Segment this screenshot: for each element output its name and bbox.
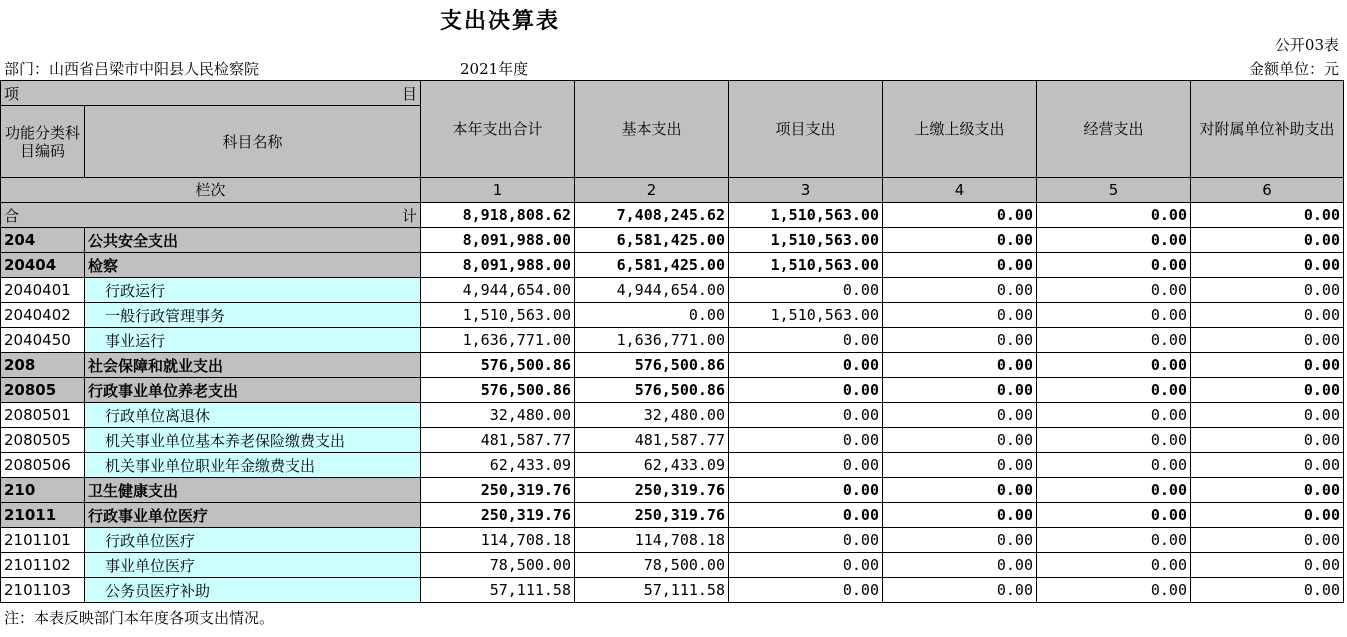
row-name: 行政单位离退休 xyxy=(85,403,421,428)
row-value: 32,480.00 xyxy=(575,403,729,428)
row-name: 检察 xyxy=(85,253,421,278)
form-number: 公开03表 xyxy=(1274,36,1339,54)
row-value: 0.00 xyxy=(883,228,1037,253)
table-row xyxy=(1,553,1344,578)
row-value: 0.00 xyxy=(1191,503,1344,528)
row-value: 0.00 xyxy=(1037,403,1191,428)
col-number-1: 1 xyxy=(421,178,575,203)
col-number-4: 4 xyxy=(883,178,1037,203)
row-value: 0.00 xyxy=(883,428,1037,453)
row-value: 250,319.76 xyxy=(421,503,575,528)
row-value: 0.00 xyxy=(729,428,883,453)
row-value: 1,510,563.00 xyxy=(729,228,883,253)
col-number-3: 3 xyxy=(729,178,883,203)
row-value: 0.00 xyxy=(1037,253,1191,278)
row-code: 208 xyxy=(1,353,85,378)
row-value: 576,500.86 xyxy=(575,353,729,378)
row-value: 0.00 xyxy=(1037,578,1191,603)
row-value: 0.00 xyxy=(1037,478,1191,503)
item-header xyxy=(1,81,421,106)
row-value: 32,480.00 xyxy=(421,403,575,428)
row-code: 2080501 xyxy=(1,403,85,428)
row-name: 公务员医疗补助 xyxy=(85,578,421,603)
row-value: 0.00 xyxy=(1037,228,1191,253)
row-value: 0.00 xyxy=(1191,253,1344,278)
table-row xyxy=(1,478,1344,503)
row-value: 0.00 xyxy=(729,553,883,578)
table-row xyxy=(1,328,1344,353)
row-value: 0.00 xyxy=(883,553,1037,578)
row-name: 行政事业单位医疗 xyxy=(85,503,421,528)
row-name: 行政运行 xyxy=(85,278,421,303)
row-value: 576,500.86 xyxy=(421,378,575,403)
table-row xyxy=(1,353,1344,378)
row-value: 1,636,771.00 xyxy=(421,328,575,353)
row-value: 0.00 xyxy=(1191,528,1344,553)
row-value: 6,581,425.00 xyxy=(575,228,729,253)
row-value: 8,091,988.00 xyxy=(421,253,575,278)
table-row xyxy=(1,228,1344,253)
row-value: 0.00 xyxy=(1037,378,1191,403)
row-value: 0.00 xyxy=(883,578,1037,603)
row-value: 0.00 xyxy=(883,353,1037,378)
row-value: 0.00 xyxy=(1037,303,1191,328)
code-column-header: 功能分类科目编码 xyxy=(1,106,85,178)
row-value: 114,708.18 xyxy=(575,528,729,553)
row-value: 0.00 xyxy=(1191,578,1344,603)
row-value: 481,587.77 xyxy=(575,428,729,453)
total-row xyxy=(1,203,1344,228)
row-value: 250,319.76 xyxy=(575,503,729,528)
row-value: 576,500.86 xyxy=(575,378,729,403)
col-header-6: 对附属单位补助支出 xyxy=(1191,81,1344,178)
row-value: 62,433.09 xyxy=(575,453,729,478)
row-name: 机关事业单位基本养老保险缴费支出 xyxy=(85,428,421,453)
row-value: 0.00 xyxy=(729,453,883,478)
table-note: 注：本表反映部门本年度各项支出情况。 xyxy=(4,609,275,627)
col-header-3: 项目支出 xyxy=(729,81,883,178)
row-name: 一般行政管理事务 xyxy=(85,303,421,328)
row-code: 21011 xyxy=(1,503,85,528)
row-value: 0.00 xyxy=(1037,553,1191,578)
table-row xyxy=(1,278,1344,303)
row-value: 0.00 xyxy=(1037,278,1191,303)
row-value: 250,319.76 xyxy=(421,478,575,503)
row-value: 0.00 xyxy=(729,528,883,553)
row-value: 0.00 xyxy=(1191,278,1344,303)
row-value: 0.00 xyxy=(1037,528,1191,553)
row-value: 0.00 xyxy=(1191,228,1344,253)
row-value: 4,944,654.00 xyxy=(421,278,575,303)
total-label-right: 计 xyxy=(401,206,417,225)
row-code: 20805 xyxy=(1,378,85,403)
row-code: 2101101 xyxy=(1,528,85,553)
table-row xyxy=(1,403,1344,428)
row-value: 0.00 xyxy=(1191,403,1344,428)
table-row xyxy=(1,453,1344,478)
row-value: 0.00 xyxy=(883,278,1037,303)
row-value: 0.00 xyxy=(729,503,883,528)
row-value: 78,500.00 xyxy=(575,553,729,578)
row-value: 0.00 xyxy=(1191,553,1344,578)
row-value: 0.00 xyxy=(729,403,883,428)
row-value: 0.00 xyxy=(1037,328,1191,353)
row-value: 0.00 xyxy=(1191,353,1344,378)
total-label xyxy=(1,203,421,228)
col-number-5: 5 xyxy=(1037,178,1191,203)
col-header-4: 上缴上级支出 xyxy=(883,81,1037,178)
row-value: 0.00 xyxy=(1037,503,1191,528)
row-value: 1,510,563.00 xyxy=(729,303,883,328)
row-value: 0.00 xyxy=(883,503,1037,528)
col-header-1: 本年支出合计 xyxy=(421,81,575,178)
row-value: 0.00 xyxy=(1191,478,1344,503)
col-number-6: 6 xyxy=(1191,178,1344,203)
row-code: 2040450 xyxy=(1,328,85,353)
row-value: 0.00 xyxy=(729,478,883,503)
row-name: 社会保障和就业支出 xyxy=(85,353,421,378)
col-header-5: 经营支出 xyxy=(1037,81,1191,178)
row-code: 210 xyxy=(1,478,85,503)
row-code: 2101102 xyxy=(1,553,85,578)
total-value: 0.00 xyxy=(1037,203,1191,228)
row-value: 0.00 xyxy=(883,403,1037,428)
fiscal-year: 2021年度 xyxy=(460,60,529,78)
report-title: 支出决算表 xyxy=(439,9,560,34)
row-value: 0.00 xyxy=(575,303,729,328)
row-value: 250,319.76 xyxy=(575,478,729,503)
row-value: 0.00 xyxy=(729,353,883,378)
row-value: 0.00 xyxy=(729,278,883,303)
row-value: 62,433.09 xyxy=(421,453,575,478)
row-name: 行政单位医疗 xyxy=(85,528,421,553)
row-value: 481,587.77 xyxy=(421,428,575,453)
row-value: 0.00 xyxy=(883,253,1037,278)
row-value: 0.00 xyxy=(1037,453,1191,478)
row-value: 0.00 xyxy=(1191,328,1344,353)
row-value: 1,636,771.00 xyxy=(575,328,729,353)
total-value: 0.00 xyxy=(1191,203,1344,228)
table-row xyxy=(1,253,1344,278)
row-code: 2080505 xyxy=(1,428,85,453)
department-label: 部门：山西省吕梁市中阳县人民检察院 xyxy=(4,60,260,78)
row-value: 114,708.18 xyxy=(421,528,575,553)
row-code: 2040401 xyxy=(1,278,85,303)
row-value: 0.00 xyxy=(1191,453,1344,478)
row-code: 2040402 xyxy=(1,303,85,328)
row-value: 6,581,425.00 xyxy=(575,253,729,278)
row-value: 0.00 xyxy=(1037,353,1191,378)
row-name: 公共安全支出 xyxy=(85,228,421,253)
row-value: 0.00 xyxy=(1191,428,1344,453)
row-value: 4,944,654.00 xyxy=(575,278,729,303)
row-code: 2080506 xyxy=(1,453,85,478)
row-value: 576,500.86 xyxy=(421,353,575,378)
row-value: 0.00 xyxy=(729,578,883,603)
row-code: 204 xyxy=(1,228,85,253)
table-row xyxy=(1,528,1344,553)
item-header-left: 项 xyxy=(4,84,20,103)
row-index-label: 栏次 xyxy=(1,178,421,203)
total-label-left: 合 xyxy=(4,206,20,225)
col-header-2: 基本支出 xyxy=(575,81,729,178)
row-value: 0.00 xyxy=(1037,428,1191,453)
row-code: 20404 xyxy=(1,253,85,278)
row-value: 0.00 xyxy=(1191,378,1344,403)
table-row xyxy=(1,428,1344,453)
row-value: 0.00 xyxy=(729,328,883,353)
row-value: 0.00 xyxy=(883,453,1037,478)
row-name: 卫生健康支出 xyxy=(85,478,421,503)
item-header-right: 目 xyxy=(401,84,417,103)
total-value: 1,510,563.00 xyxy=(729,203,883,228)
name-column-header: 科目名称 xyxy=(85,106,421,178)
row-value: 0.00 xyxy=(729,378,883,403)
row-value: 1,510,563.00 xyxy=(729,253,883,278)
row-value: 0.00 xyxy=(883,328,1037,353)
row-value: 0.00 xyxy=(883,528,1037,553)
row-value: 1,510,563.00 xyxy=(421,303,575,328)
total-value: 0.00 xyxy=(883,203,1037,228)
row-value: 57,111.58 xyxy=(575,578,729,603)
row-value: 0.00 xyxy=(883,378,1037,403)
row-value: 57,111.58 xyxy=(421,578,575,603)
table-row xyxy=(1,578,1344,603)
table-row xyxy=(1,303,1344,328)
row-value: 78,500.00 xyxy=(421,553,575,578)
row-name: 行政事业单位养老支出 xyxy=(85,378,421,403)
row-name: 机关事业单位职业年金缴费支出 xyxy=(85,453,421,478)
col-number-2: 2 xyxy=(575,178,729,203)
table-row xyxy=(1,503,1344,528)
total-value: 8,918,808.62 xyxy=(421,203,575,228)
table-row xyxy=(1,378,1344,403)
expenditure-table xyxy=(0,80,1344,603)
row-code: 2101103 xyxy=(1,578,85,603)
row-value: 0.00 xyxy=(883,478,1037,503)
row-name: 事业单位医疗 xyxy=(85,553,421,578)
currency-unit: 金额单位：元 xyxy=(1248,60,1339,78)
total-value: 7,408,245.62 xyxy=(575,203,729,228)
row-value: 8,091,988.00 xyxy=(421,228,575,253)
row-name: 事业运行 xyxy=(85,328,421,353)
row-value: 0.00 xyxy=(883,303,1037,328)
row-value: 0.00 xyxy=(1191,303,1344,328)
